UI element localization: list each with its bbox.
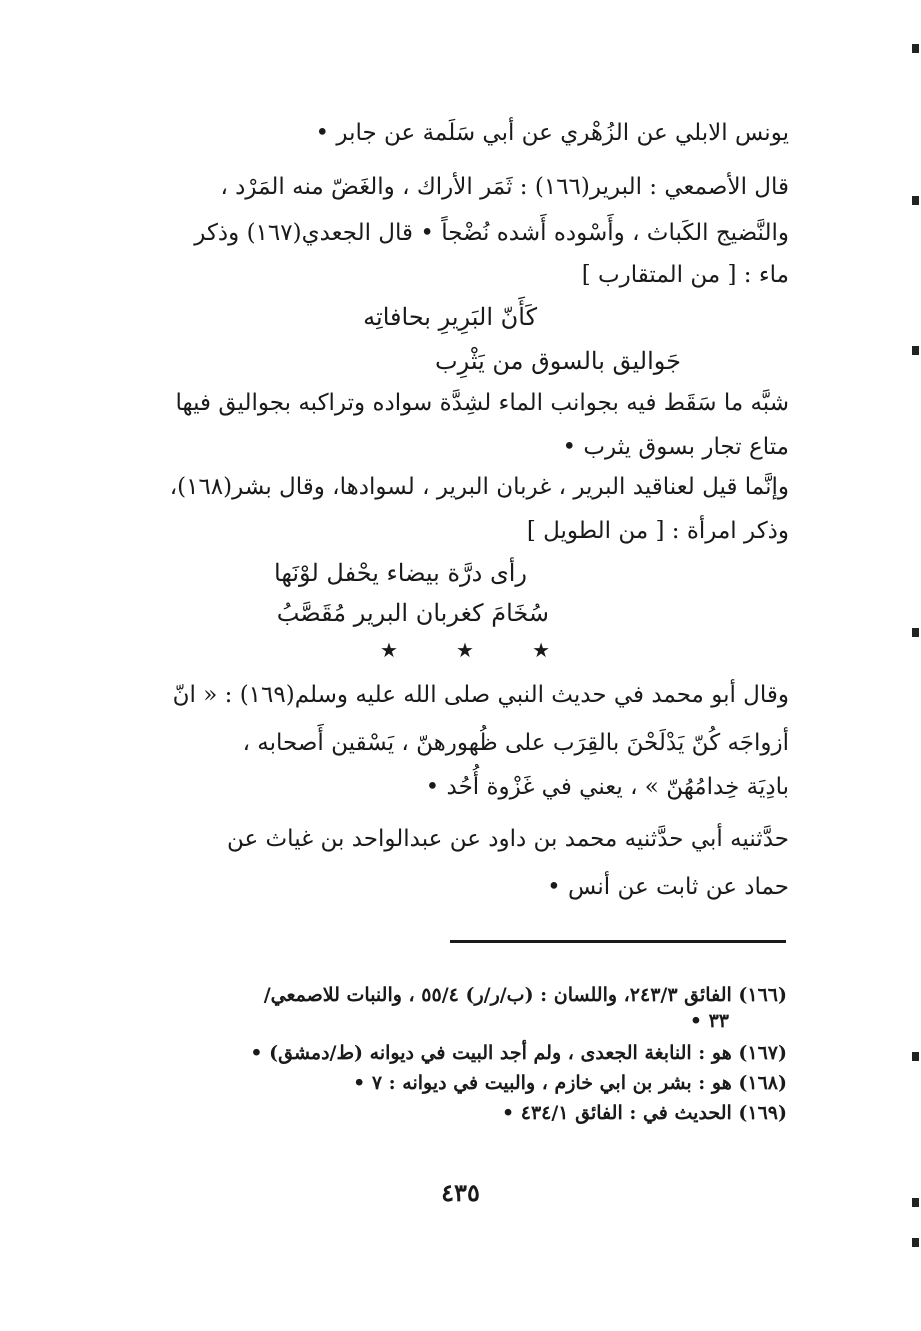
text-line: شبَّه ما سَقَط فيه بجوانب الماء لشِدَّة سواده وتراكبه بجواليق فيها: [175, 390, 789, 416]
scan-artifact: [912, 44, 919, 53]
star-icon: ★: [456, 638, 474, 662]
text-line: وإنَّما قيل لعناقيد البرير ، غربان البرير ، لسوادها، وقال بشر(١٦٨)،: [169, 474, 789, 500]
text-line: يونس الابلي عن الزُهْري عن أبي سَلَمة عن جابر •: [315, 120, 789, 146]
section-divider: [380, 638, 550, 662]
scan-artifact: [912, 1052, 919, 1061]
scan-artifact: [912, 196, 919, 205]
scan-artifact: [912, 346, 919, 355]
scan-artifact: [912, 1198, 919, 1207]
footnote: (١٦٦) الفائق ٢٤٣/٣، واللسان : (ب/ر/ر) ٥٥/٤ ، والنبات للاصمعي/: [263, 984, 787, 1006]
text-line: بادِيَة خِدامُهُنّ » ، يعني في غَزْوة أُحُد •: [425, 774, 789, 800]
text-line: متاع تجار بسوق يثرب •: [562, 434, 789, 460]
verse-meter-label: وذكر امرأة : [ من الطويل ]: [526, 518, 789, 544]
footnote: (١٦٩) الحديث في : الفائق ٤٣٤/١ •: [501, 1102, 787, 1124]
verse-line: جَواليق بالسوق من يَثْرِب: [435, 347, 681, 375]
footnote-continuation: ٣٣ •: [689, 1010, 729, 1032]
text-line: حماد عن ثابت عن أنس •: [547, 874, 789, 900]
star-icon: ★: [380, 638, 398, 662]
text-line: وقال أبو محمد في حديث النبي صلى الله عليه وسلم(١٦٩) : « انّ: [172, 682, 789, 708]
verse-line: سُخَامَ كغربان البرير مُقَصَّبُ: [276, 599, 549, 627]
footnote: (١٦٧) هو : النابغة الجعدى ، ولم أجد البيت في ديوانه (ط/دمشق) •: [250, 1042, 787, 1064]
star-icon: ★: [532, 638, 550, 662]
verse-line: رأى درَّة بيضاء يحْفل لوْنَها: [274, 559, 527, 587]
scan-artifact: [912, 1238, 919, 1247]
text-line: حدَّثنيه أبي حدَّثنيه محمد بن داود عن عبدالواحد بن غياث عن: [226, 826, 789, 852]
page-number: ٤٣٥: [441, 1178, 480, 1207]
text-line: قال الأصمعي : البرير(١٦٦) : ثَمَر الأراك ، والغَضّ منه المَرْد ،: [220, 174, 789, 200]
footnote-separator: [450, 940, 786, 943]
verse-meter-label: ماء : [ من المتقارب ]: [581, 262, 789, 288]
scan-artifact: [912, 628, 919, 637]
text-line: أزواجَه كُنّ يَدْلَحْنَ بالقِرَب على ظُهورهنّ ، يَسْقين أَصحابه ،: [242, 730, 789, 756]
verse-line: كَأَنّ البَرِيرِ بحافاتِه: [363, 303, 537, 331]
footnote: (١٦٨) هو : بشر بن ابي خازم ، والبيت في ديوانه : ٧ •: [353, 1072, 787, 1094]
text-line: والنَّضيج الكَباث ، وأَسْوده أَشده نُضْجاً • قال الجعدي(١٦٧) وذكر: [194, 220, 789, 246]
